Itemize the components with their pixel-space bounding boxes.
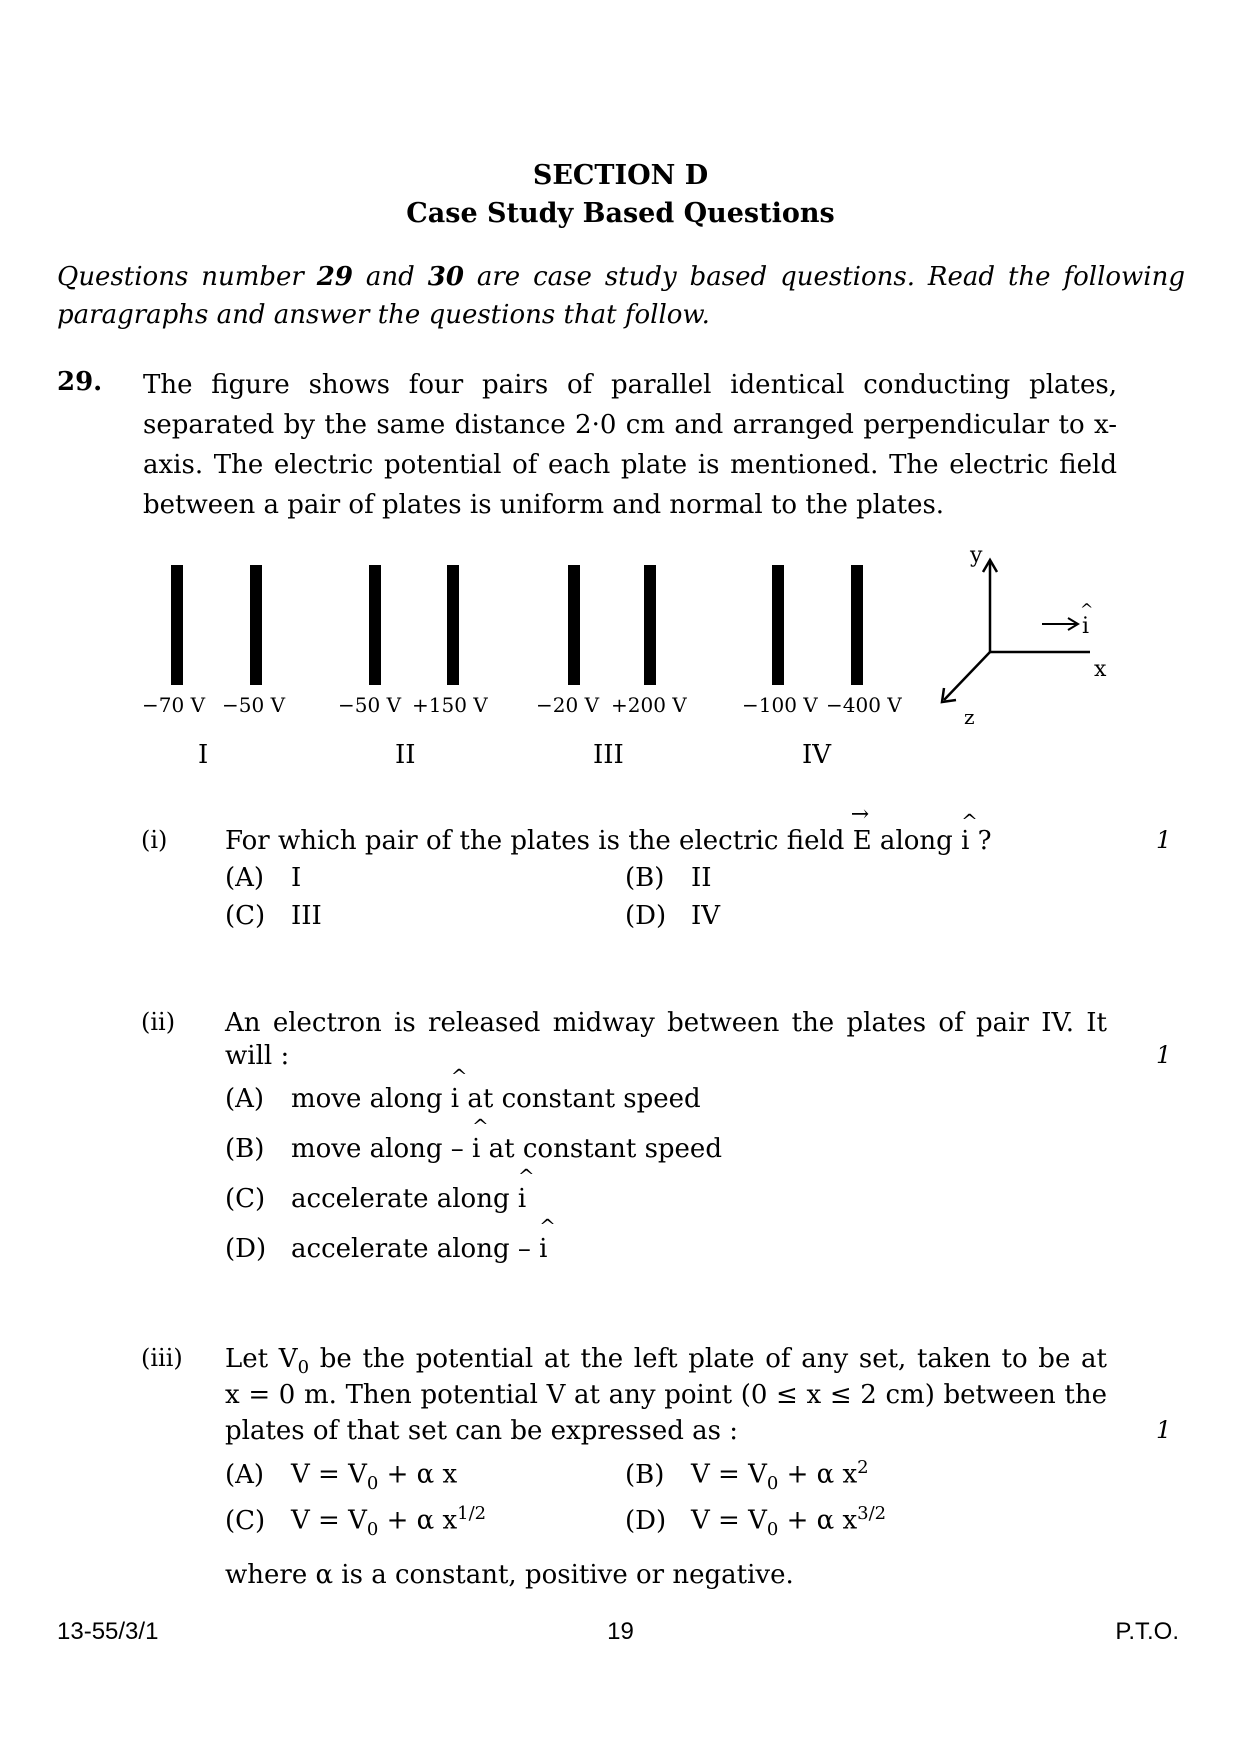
option-text: IV bbox=[691, 901, 721, 931]
question-ref-30: 30 bbox=[427, 262, 464, 292]
section-title: SECTION D bbox=[532, 160, 709, 191]
option-letter: (C) bbox=[225, 901, 266, 931]
plate-potential: −50 V bbox=[338, 693, 402, 717]
option-text: I bbox=[291, 863, 302, 893]
formula-mid: + α x bbox=[378, 1505, 458, 1536]
plate-potential: +200 V bbox=[611, 693, 687, 717]
sub3-line1-pre: Let V bbox=[225, 1344, 298, 1374]
option-text-post: at constant speed bbox=[480, 1134, 722, 1164]
vector-e: → E bbox=[853, 824, 872, 858]
subscript: 0 bbox=[766, 1472, 779, 1494]
option-text-pre: move along bbox=[291, 1084, 451, 1114]
sub1-option-c[interactable] bbox=[225, 901, 322, 931]
plate-2 bbox=[250, 565, 262, 685]
axes-diagram bbox=[930, 540, 1130, 740]
subquestion-1-number: (i) bbox=[141, 826, 168, 854]
page-number: 19 bbox=[607, 1618, 634, 1645]
x-label: x bbox=[1094, 657, 1107, 682]
superscript: 2 bbox=[857, 1457, 869, 1478]
formula-pre: V = V bbox=[291, 1505, 367, 1536]
formula-pre: V = V bbox=[691, 1459, 767, 1490]
formula-mid: + α x bbox=[778, 1459, 858, 1490]
sub2-option-c[interactable] bbox=[225, 1184, 526, 1214]
plate-5 bbox=[568, 565, 580, 685]
option-letter: (A) bbox=[225, 1084, 265, 1114]
sub2-option-a[interactable] bbox=[225, 1084, 701, 1114]
unit-vector-i: ^ i bbox=[472, 1134, 480, 1164]
sub3-option-c[interactable] bbox=[225, 1503, 486, 1540]
subquestion-3-marks: 1 bbox=[1156, 1416, 1172, 1444]
subscript: 0 bbox=[366, 1518, 379, 1540]
subquestion-2-line1: An electron is released midway between the plates of pair IV. It bbox=[225, 1008, 1107, 1038]
sub3-option-a[interactable] bbox=[225, 1457, 457, 1494]
subquestion-1-marks: 1 bbox=[1156, 826, 1172, 854]
question-ref-29: 29 bbox=[316, 262, 353, 292]
unit-vector-i: ^ i bbox=[961, 824, 969, 858]
sub2-option-d[interactable] bbox=[225, 1234, 547, 1264]
plate-potential: −50 V bbox=[222, 693, 286, 717]
unit-vector-hat-icon: ^ bbox=[1080, 600, 1094, 619]
option-letter: (C) bbox=[225, 1184, 266, 1214]
unit-vector-i: ^ i bbox=[518, 1184, 526, 1214]
plate-potential: +150 V bbox=[412, 693, 488, 717]
option-letter: (B) bbox=[625, 1459, 665, 1490]
superscript: 1/2 bbox=[457, 1503, 487, 1524]
plate-potential: −400 V bbox=[826, 693, 902, 717]
option-letter: (D) bbox=[225, 1234, 267, 1264]
option-text-post: at constant speed bbox=[459, 1084, 701, 1114]
superscript: 3/2 bbox=[857, 1503, 887, 1524]
instructions bbox=[57, 258, 1185, 334]
subscript: 0 bbox=[366, 1472, 379, 1494]
option-letter: (B) bbox=[225, 1134, 265, 1164]
plate-8 bbox=[851, 565, 863, 685]
option-letter: (D) bbox=[625, 1505, 667, 1536]
option-letter: (A) bbox=[225, 863, 265, 893]
pair-label: I bbox=[198, 740, 209, 770]
unit-vector-label: i bbox=[1082, 614, 1090, 639]
option-minus: – bbox=[450, 1134, 473, 1164]
z-label: z bbox=[964, 705, 975, 729]
instructions-mid: and bbox=[352, 262, 428, 292]
option-minus: – bbox=[517, 1234, 540, 1264]
plate-potential: −20 V bbox=[536, 693, 600, 717]
option-text: III bbox=[291, 901, 322, 931]
formula-mid: + α x bbox=[778, 1505, 858, 1536]
option-letter: (C) bbox=[225, 1505, 266, 1536]
subscript: 0 bbox=[297, 1357, 310, 1379]
sub1-text-post: ? bbox=[969, 826, 992, 856]
option-letter: (B) bbox=[625, 863, 665, 893]
subquestion-2-number: (ii) bbox=[141, 1008, 176, 1036]
z-axis bbox=[944, 652, 990, 700]
subquestion-2-line2: will : bbox=[225, 1041, 290, 1071]
y-label: y bbox=[970, 543, 983, 568]
sub1-option-b[interactable] bbox=[625, 863, 712, 893]
please-turn-over: P.T.O. bbox=[1115, 1618, 1179, 1645]
plate-3 bbox=[369, 565, 381, 685]
option-letter: (D) bbox=[625, 901, 667, 931]
sub2-option-b[interactable] bbox=[225, 1134, 722, 1164]
option-text-pre: move along bbox=[291, 1134, 451, 1164]
question-text: The figure shows four pairs of parallel identical conducting plates, separated by the same distance 2·0 cm and arranged perpendicular to x-axis. The electric potential of each plate is mentioned. The electric field between a pair of plates is uniform and normal to the plates. bbox=[143, 370, 1117, 520]
option-text: II bbox=[691, 863, 712, 893]
sub1-option-a[interactable] bbox=[225, 863, 301, 893]
pair-label: IV bbox=[802, 740, 832, 770]
sub3-line1-post: be the potential at the left plate of any set, taken to be at bbox=[309, 1344, 1107, 1374]
sub3-option-d[interactable] bbox=[625, 1503, 886, 1540]
formula-pre: V = V bbox=[691, 1505, 767, 1536]
question-number: 29. bbox=[57, 367, 103, 397]
plate-4 bbox=[447, 565, 459, 685]
plate-7 bbox=[772, 565, 784, 685]
subquestion-3-number: (iii) bbox=[141, 1344, 183, 1372]
sub1-text-pre: For which pair of the plates is the electric field bbox=[225, 826, 853, 856]
subquestion-1-text bbox=[225, 824, 992, 858]
plate-potential: −100 V bbox=[742, 693, 818, 717]
formula-mid: + α x bbox=[378, 1459, 458, 1490]
subscript: 0 bbox=[766, 1518, 779, 1540]
pair-label: II bbox=[395, 740, 416, 770]
formula-pre: V = V bbox=[291, 1459, 367, 1490]
subquestion-3-note: where α is a constant, positive or negative. bbox=[225, 1560, 794, 1590]
instructions-pre: Questions number bbox=[57, 262, 317, 292]
sub1-option-d[interactable] bbox=[625, 901, 720, 931]
plate-potential: −70 V bbox=[142, 693, 206, 717]
sub3-option-b[interactable] bbox=[625, 1457, 869, 1494]
subquestion-3-line2: x = 0 m. Then potential V at any point (0 ≤ x ≤ 2 cm) between the bbox=[225, 1380, 1107, 1410]
option-letter: (A) bbox=[225, 1459, 265, 1490]
section-subtitle: Case Study Based Questions bbox=[406, 198, 835, 229]
plate-1 bbox=[171, 565, 183, 685]
subquestion-3-line3: plates of that set can be expressed as : bbox=[225, 1416, 739, 1446]
subquestion-2-marks: 1 bbox=[1156, 1041, 1172, 1069]
unit-vector-i: ^ i bbox=[539, 1234, 547, 1264]
option-text-pre: accelerate along bbox=[291, 1184, 518, 1214]
option-text-pre: accelerate along bbox=[291, 1234, 518, 1264]
instructions-post: are case study based questions. Read the following paragraphs and answer the questions that follow. bbox=[57, 262, 1185, 330]
unit-vector-i: ^ i bbox=[451, 1084, 459, 1114]
plate-6 bbox=[644, 565, 656, 685]
pair-label: III bbox=[593, 740, 624, 770]
paper-code: 13-55/3/1 bbox=[57, 1618, 159, 1645]
sub1-text-mid: along bbox=[871, 826, 962, 856]
